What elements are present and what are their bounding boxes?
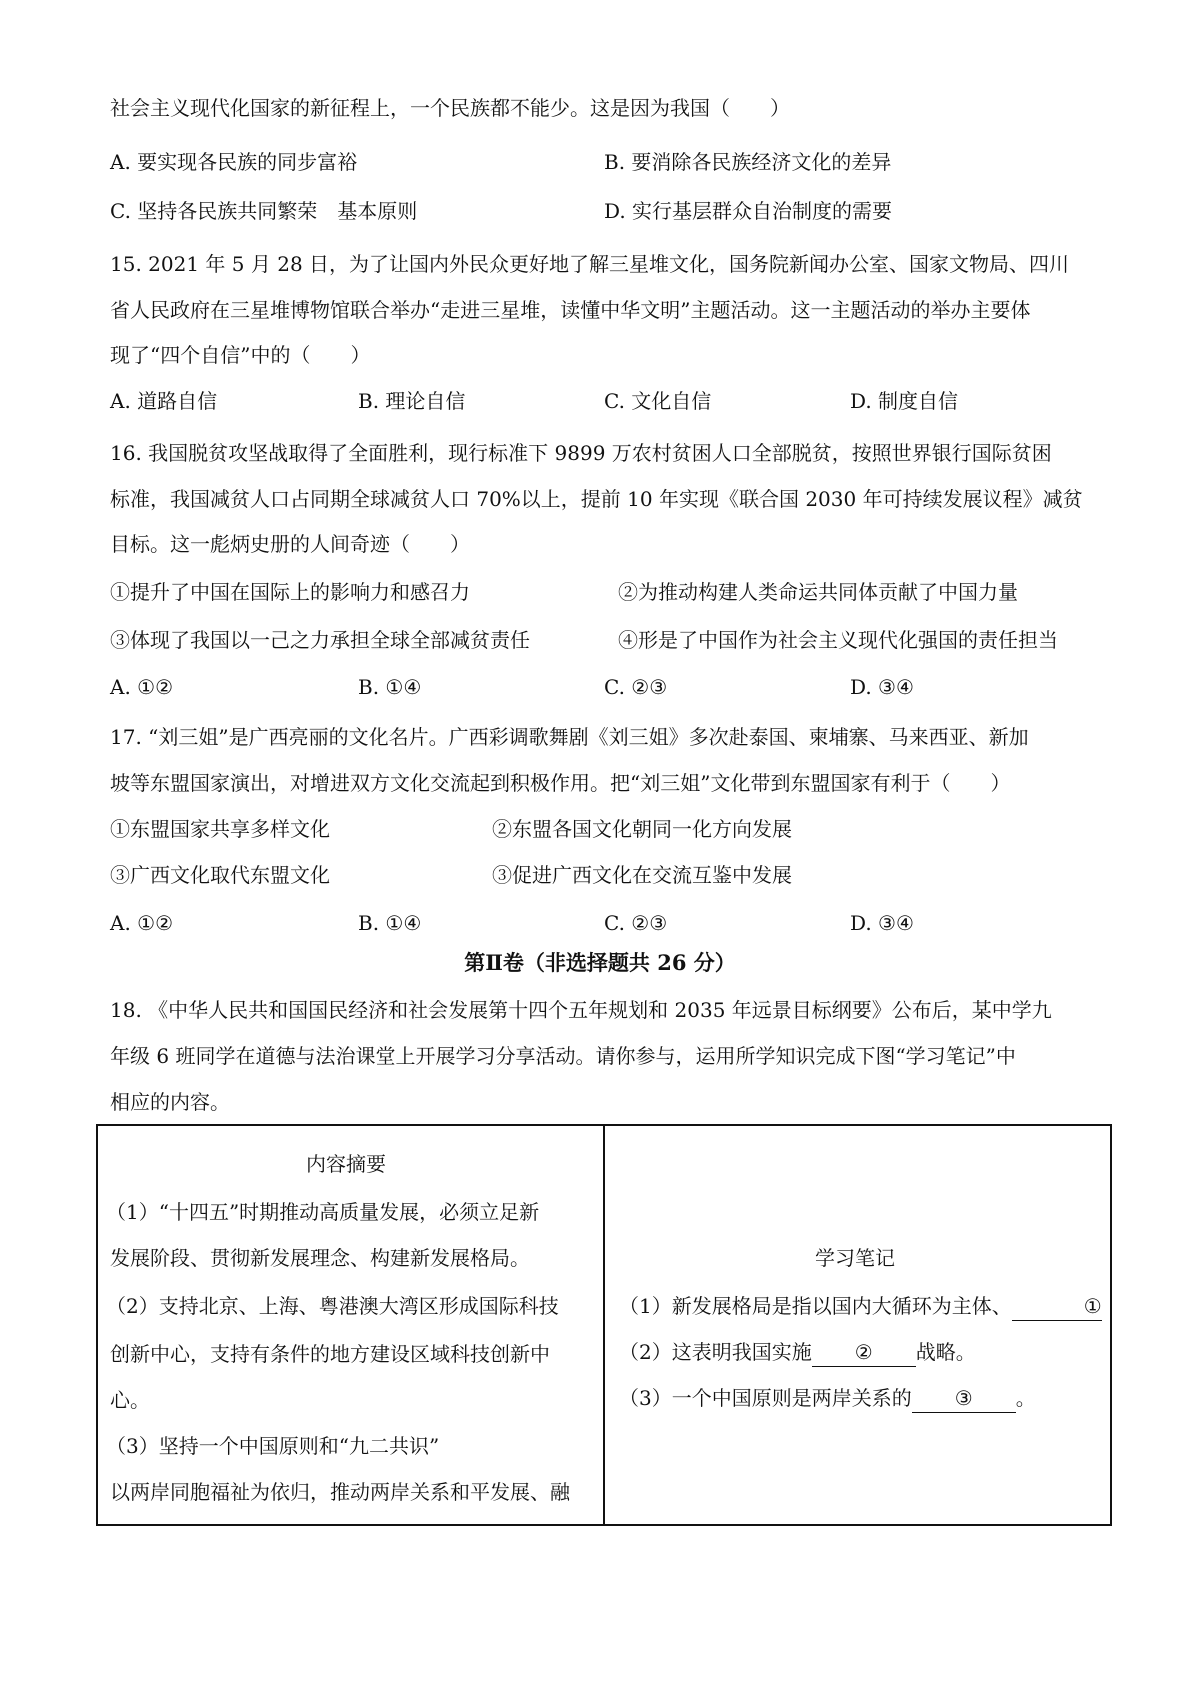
q17-statement-4: ③促进广西文化在交流互鉴中发展 (492, 863, 792, 887)
q16-statement-3: ③体现了我国以一己之力承担全球全部减贫责任 (110, 628, 530, 652)
q17-statement-2: ②东盟各国文化朝同一化方向发展 (492, 817, 792, 841)
q14-option-a: A. 要实现各民族的同步富裕 (110, 150, 358, 174)
q17-option-d: D. ③④ (850, 911, 914, 935)
q16-option-a: A. ①② (110, 675, 174, 699)
summary-line-2: 发展阶段、贯彻新发展理念、构建新发展格局。 (110, 1246, 530, 1270)
q14-option-b: B. 要消除各民族经济文化的差异 (604, 150, 892, 174)
note-3-suffix: 。 (1015, 1386, 1036, 1410)
q15-option-c: C. 文化自信 (604, 389, 712, 413)
q14-option-c: C. 坚持各民族共同繁荣 基本原则 (110, 199, 418, 223)
summary-line-1: （1）“十四五”时期推动高质量发展，必须立足新 (106, 1200, 540, 1224)
q16-statement-1: ①提升了中国在国际上的影响力和感召力 (110, 580, 470, 604)
q15-option-a: A. 道路自信 (110, 389, 218, 413)
q16-line-1: 16. 我国脱贫攻坚战取得了全面胜利，现行标准下 9899 万农村贫困人口全部脱贫，按照世界银行国际贫困 (110, 441, 1052, 465)
q16-statement-4: ④形是了中国作为社会主义现代化强国的责任担当 (618, 628, 1058, 652)
q14-stem-tail: 社会主义现代化国家的新征程上，一个民族都不能少。这是因为我国（ ） (110, 96, 790, 120)
answer-blank-1[interactable]: ① (1012, 1292, 1102, 1321)
summary-line-6: （3）坚持一个中国原则和“九二共识” (106, 1434, 440, 1458)
note-line-2 (619, 1338, 976, 1367)
q18-line-1: 18. 《中华人民共和国国民经济和社会发展第十四个五年规划和 2035 年远景目标纲要》公布后，某中学九 (110, 998, 1052, 1022)
q17-statement-1: ①东盟国家共享多样文化 (110, 817, 330, 841)
q17-statement-3: ③广西文化取代东盟文化 (110, 863, 330, 887)
q16-line-3: 目标。这一彪炳史册的人间奇迹（ ） (110, 532, 470, 556)
study-notes-title: 学习笔记 (815, 1246, 895, 1270)
summary-line-3: （2）支持北京、上海、粤港澳大湾区形成国际科技 (106, 1294, 559, 1318)
content-summary-title: 内容摘要 (306, 1152, 386, 1176)
note-2-suffix: 战略。 (915, 1340, 976, 1364)
answer-blank-3[interactable]: ③ (912, 1384, 1016, 1413)
study-notes-table (96, 1124, 1112, 1526)
section-heading: 第Ⅱ卷（非选择题共 26 分） (464, 950, 736, 975)
q15-option-b: B. 理论自信 (358, 389, 466, 413)
summary-line-4: 创新中心，支持有条件的地方建设区域科技创新中 (110, 1342, 550, 1366)
study-notes-cell (604, 1125, 1111, 1525)
note-2-text: （2）这表明我国实施 (619, 1340, 812, 1364)
summary-line-7: 以两岸同胞福祉为依归，推动两岸关系和平发展、融 (110, 1480, 570, 1504)
summary-line-5: 心。 (110, 1388, 150, 1412)
q15-line-2: 省人民政府在三星堆博物馆联合举办“走进三星堆，读懂中华文明”主题活动。这一主题活动的举办主要体 (110, 298, 1031, 322)
note-1-text: （1）新发展格局是指以国内大循环为主体、 (619, 1294, 1012, 1318)
q18-line-2: 年级 6 班同学在道德与法治课堂上开展学习分享活动。请你参与，运用所学知识完成下图“学习笔记”中 (110, 1044, 1016, 1068)
q17-line-2: 坡等东盟国家演出，对增进双方文化交流起到积极作用。把“刘三姐”文化带到东盟国家有利于（ ） (110, 771, 1011, 795)
q16-option-c: C. ②③ (604, 675, 668, 699)
q15-line-1: 15. 2021 年 5 月 28 日，为了让国内外民众更好地了解三星堆文化，国务院新闻办公室、国家文物局、四川 (110, 252, 1070, 276)
q18-line-3: 相应的内容。 (110, 1090, 230, 1114)
q16-option-d: D. ③④ (850, 675, 914, 699)
q17-line-1: 17. “刘三姐”是广西亮丽的文化名片。广西彩调歌舞剧《刘三姐》多次赴泰国、柬埔寨、马来西亚、新加 (110, 725, 1029, 749)
note-line-1 (619, 1292, 1102, 1321)
q17-option-c: C. ②③ (604, 911, 668, 935)
q15-option-d: D. 制度自信 (850, 389, 959, 413)
note-line-3 (619, 1384, 1036, 1413)
q15-line-3: 现了“四个自信”中的（ ） (110, 343, 371, 367)
content-summary-cell (97, 1125, 604, 1525)
answer-blank-2[interactable]: ② (812, 1338, 916, 1367)
note-3-text: （3）一个中国原则是两岸关系的 (619, 1386, 912, 1410)
q17-option-b: B. ①④ (358, 911, 422, 935)
q14-option-d: D. 实行基层群众自治制度的需要 (604, 199, 893, 223)
q16-option-b: B. ①④ (358, 675, 422, 699)
q16-statement-2: ②为推动构建人类命运共同体贡献了中国力量 (618, 580, 1018, 604)
q16-line-2: 标准，我国减贫人口占同期全球减贫人口 70%以上，提前 10 年实现《联合国 2030 年可持续发展议程》减贫 (110, 487, 1083, 511)
q17-option-a: A. ①② (110, 911, 174, 935)
